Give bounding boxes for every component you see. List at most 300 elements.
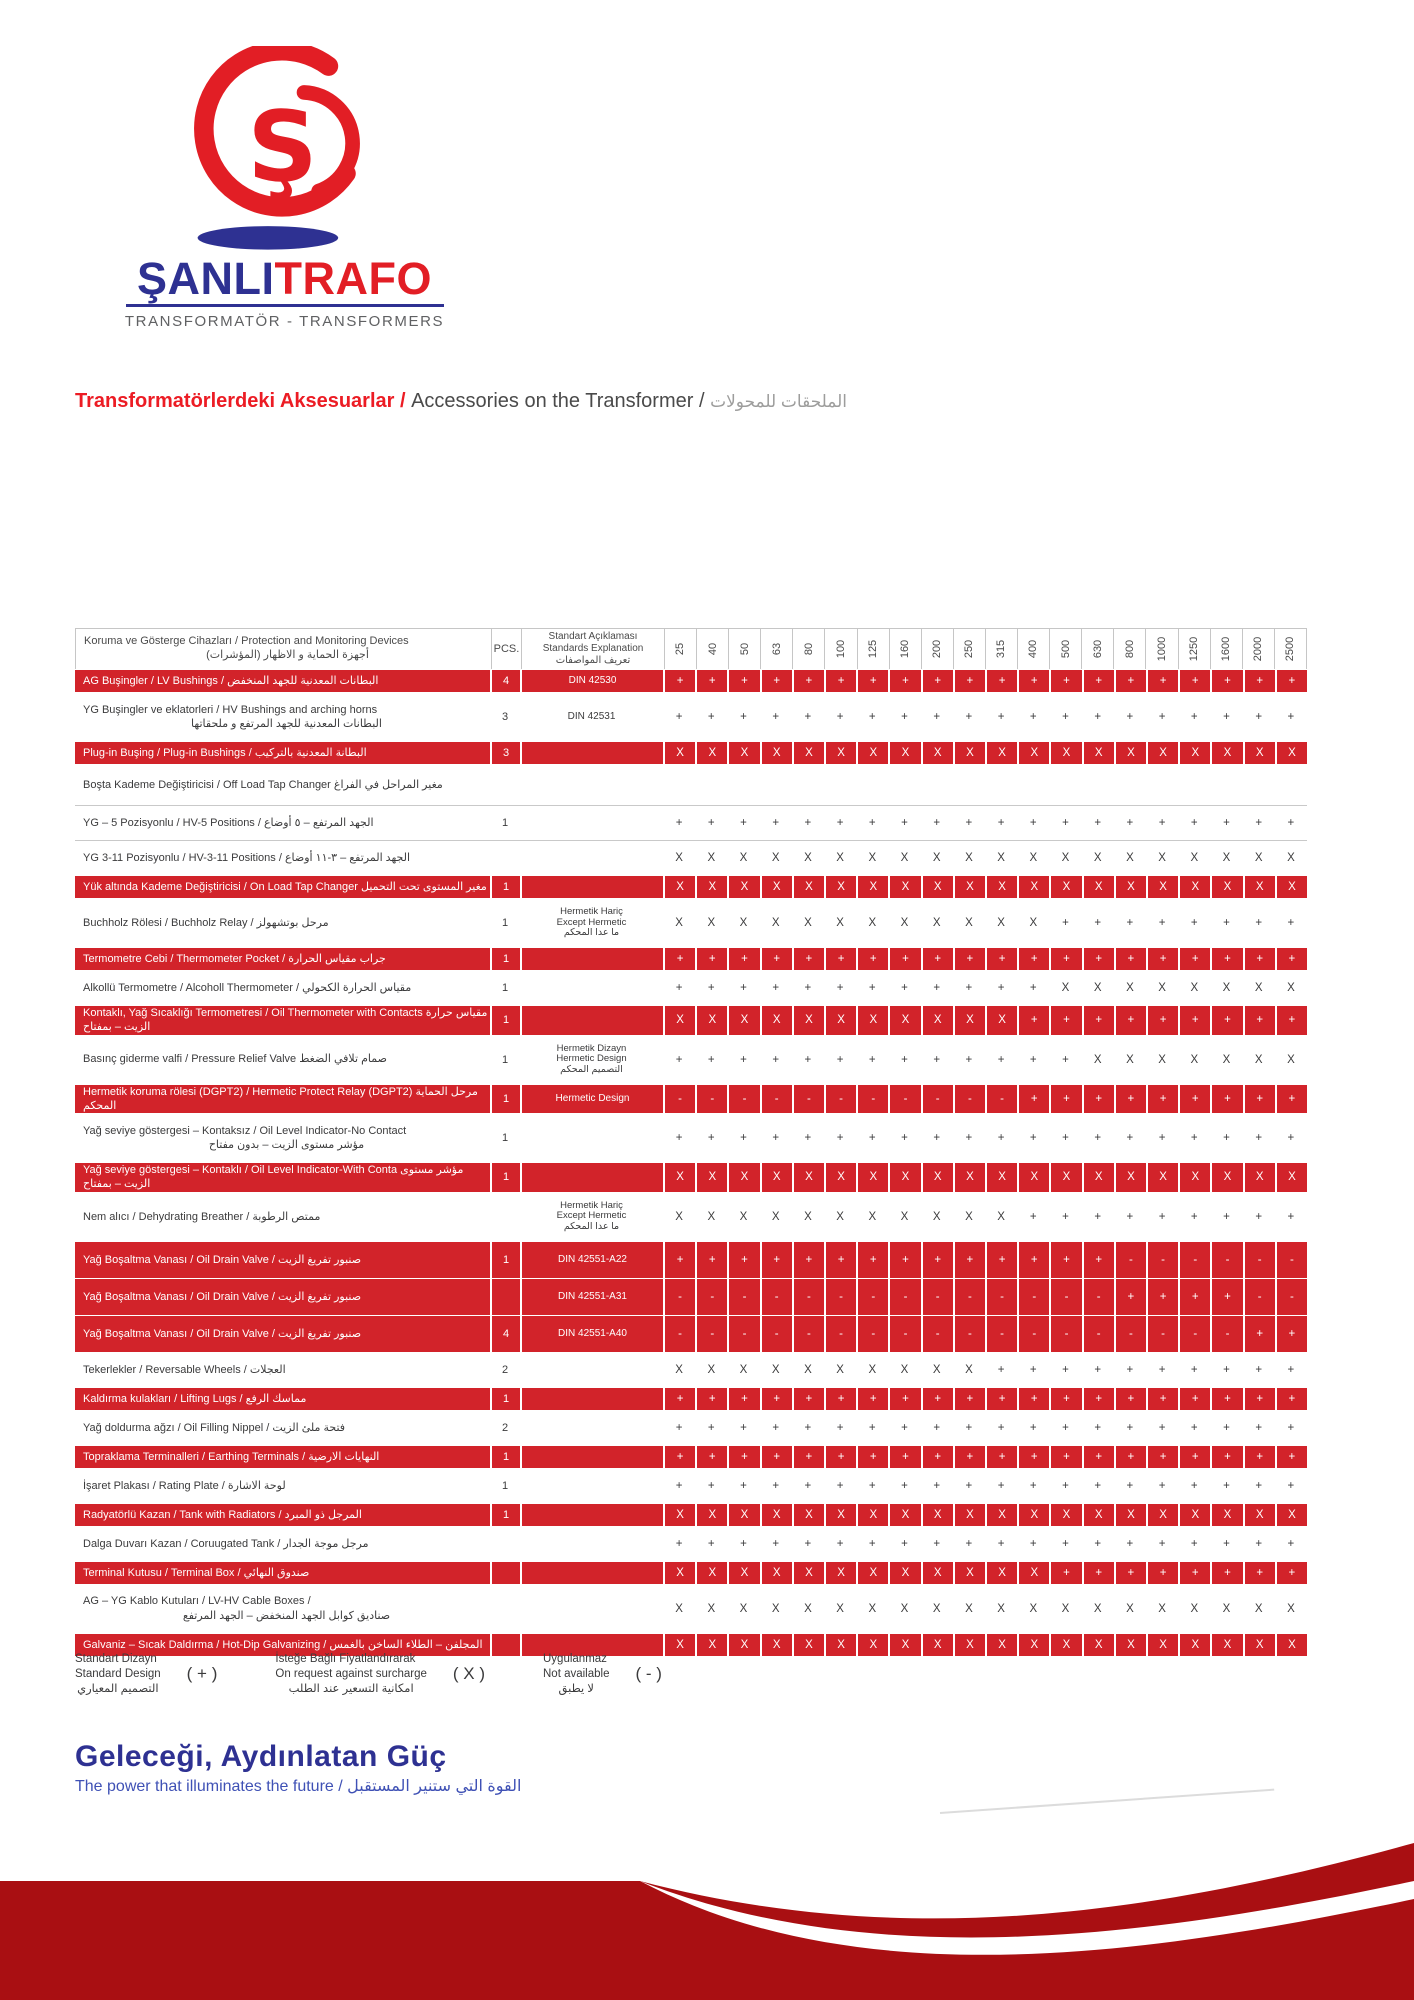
value-cell: X xyxy=(1061,852,1070,864)
table-row xyxy=(75,742,1307,764)
value-cell: + xyxy=(965,711,973,723)
value-cell: + xyxy=(1178,1006,1210,1035)
value-cell: X xyxy=(888,876,920,898)
value-cell: X xyxy=(760,1634,792,1656)
row-standard: DIN 42551-A31 xyxy=(520,1279,663,1315)
value-cell: X xyxy=(868,1210,877,1223)
value-cell: + xyxy=(868,1537,876,1550)
value-cell: - xyxy=(953,1085,985,1114)
value-cell: X xyxy=(663,1163,695,1192)
value-cell: + xyxy=(1190,1421,1198,1434)
row-standard: DIN 42531 xyxy=(567,711,616,723)
row-standard xyxy=(520,1353,663,1387)
value-cell: X xyxy=(997,917,1005,929)
value-cell: + xyxy=(1223,1537,1230,1550)
value-cell: - xyxy=(1178,1316,1210,1352)
row-label: Yük altında Kademe Değiştiricisi / On Load Tap Changer مغير المستوى تحت التحميل xyxy=(75,876,490,898)
value-cell: + xyxy=(933,711,941,723)
section-filler xyxy=(490,765,1307,805)
value-cell: + xyxy=(1287,1210,1295,1223)
value-cell: + xyxy=(985,1388,1017,1410)
table-row xyxy=(75,1036,1307,1084)
value-cell: + xyxy=(868,1053,876,1066)
value-cell: - xyxy=(760,1316,792,1352)
value-cell: X xyxy=(675,1602,683,1615)
value-cell: X xyxy=(727,1006,759,1035)
value-cell: - xyxy=(695,1316,727,1352)
value-cell: + xyxy=(804,982,812,994)
value-cell: X xyxy=(856,876,888,898)
row-pcs: 1 xyxy=(501,982,509,994)
value-cell: + xyxy=(1114,670,1146,692)
value-cell: + xyxy=(1126,1132,1134,1145)
value-cell: X xyxy=(953,1504,985,1526)
table-row xyxy=(75,899,1307,947)
value-cell: + xyxy=(836,711,844,723)
value-cell: + xyxy=(740,1421,747,1434)
value-cell: X xyxy=(804,1363,812,1376)
value-cell: X xyxy=(1061,982,1070,994)
value-cell: + xyxy=(1190,711,1198,723)
value-cell: + xyxy=(1029,1210,1037,1223)
row-label: Termometre Cebi / Thermometer Pocket / جراب مقياس الحرارة xyxy=(75,948,490,970)
value-cell: + xyxy=(760,1446,792,1468)
value-cell: + xyxy=(1190,917,1198,929)
value-cell: X xyxy=(1049,1163,1081,1192)
value-cell: + xyxy=(1287,817,1295,829)
value-cell: + xyxy=(1082,1085,1114,1114)
value-cell: + xyxy=(740,711,747,723)
header-kva-cell: 1250 xyxy=(1178,629,1210,669)
value-cell: + xyxy=(1082,948,1114,970)
value-cell: + xyxy=(824,1388,856,1410)
value-cell: + xyxy=(740,817,747,829)
value-cell: X xyxy=(836,852,844,864)
value-cell: X xyxy=(824,1163,856,1192)
value-cell: X xyxy=(1049,1504,1081,1526)
value-cell: + xyxy=(1114,1388,1146,1410)
row-standard: Hermetik Hariç Except Hermetic ما عدا المحكم xyxy=(556,1199,627,1233)
value-cell: X xyxy=(792,1504,824,1526)
value-cell: X xyxy=(1222,982,1231,994)
row-label: Yağ Boşaltma Vanası / Oil Drain Valve / صنبور تفريغ الزيت xyxy=(75,1242,490,1278)
row-pcs: 1 xyxy=(490,1006,520,1035)
value-cell: + xyxy=(740,1132,747,1145)
value-cell: - xyxy=(1082,1279,1114,1315)
row-label: Yağ seviye göstergesi – Kontaksız / Oil Level Indicator-No Contact مؤشر مستوى الزيت – بدون مفتاح xyxy=(83,1124,407,1152)
value-cell: X xyxy=(1082,1634,1114,1656)
value-cell: + xyxy=(1126,1421,1134,1434)
value-cell: + xyxy=(792,1242,824,1278)
value-cell: + xyxy=(933,1132,941,1145)
row-pcs: 4 xyxy=(490,1316,520,1352)
value-cell: X xyxy=(1210,1504,1242,1526)
value-cell: + xyxy=(1190,1537,1198,1550)
value-cell: + xyxy=(675,1053,683,1066)
value-cell: + xyxy=(727,1446,759,1468)
value-cell: + xyxy=(1029,1363,1037,1376)
value-cell: + xyxy=(1178,1446,1210,1468)
value-cell: + xyxy=(1287,1132,1295,1145)
value-cell: + xyxy=(1158,1421,1166,1434)
value-cell: X xyxy=(1029,1602,1038,1615)
value-cell: X xyxy=(1158,982,1166,994)
value-cell: + xyxy=(727,1242,759,1278)
row-standard xyxy=(520,1163,663,1192)
row-pcs: 1 xyxy=(490,1446,520,1468)
value-cell: X xyxy=(727,1504,759,1526)
value-cell: + xyxy=(1049,1006,1081,1035)
row-pcs xyxy=(490,841,520,875)
value-cell: + xyxy=(985,1446,1017,1468)
legend-item-standard xyxy=(75,1652,275,1697)
value-cell: X xyxy=(707,1363,716,1376)
value-cell: - xyxy=(792,1316,824,1352)
value-cell: + xyxy=(792,670,824,692)
value-cell: + xyxy=(663,670,695,692)
value-cell: X xyxy=(675,1363,683,1376)
value-cell: X xyxy=(824,876,856,898)
row-standard xyxy=(520,1527,663,1561)
value-cell: + xyxy=(1029,1537,1037,1550)
value-cell: + xyxy=(1223,1421,1230,1434)
value-cell: + xyxy=(965,817,973,829)
value-cell: X xyxy=(900,852,909,864)
value-cell: + xyxy=(997,1132,1005,1145)
value-cell: X xyxy=(985,1163,1017,1192)
value-cell: X xyxy=(760,742,792,764)
value-cell: + xyxy=(1146,948,1178,970)
table-row xyxy=(75,841,1307,875)
value-cell: - xyxy=(760,1085,792,1114)
value-cell: + xyxy=(1062,817,1069,829)
value-cell: + xyxy=(836,1053,844,1066)
header-kva-cell: 50 xyxy=(728,629,760,669)
value-cell: + xyxy=(1114,1446,1146,1468)
value-cell: X xyxy=(1114,1634,1146,1656)
value-cell: X xyxy=(985,1006,1017,1035)
row-pcs: 1 xyxy=(501,1132,509,1145)
value-cell: + xyxy=(836,1421,844,1434)
value-cell: - xyxy=(1146,1316,1178,1352)
value-cell: + xyxy=(856,1388,888,1410)
value-cell: + xyxy=(1029,1053,1037,1066)
row-standard xyxy=(520,806,663,840)
value-cell: + xyxy=(1243,1316,1275,1352)
value-cell: X xyxy=(760,1006,792,1035)
row-standard: DIN 42530 xyxy=(520,670,663,692)
value-cell: + xyxy=(772,1132,780,1145)
value-cell: + xyxy=(1126,1537,1134,1550)
value-cell: + xyxy=(1275,1446,1307,1468)
header-kva-cell: 100 xyxy=(824,629,856,669)
value-cell: + xyxy=(772,1537,780,1550)
value-cell: X xyxy=(739,1602,748,1615)
value-cell: X xyxy=(1210,1634,1242,1656)
value-cell: - xyxy=(1146,1242,1178,1278)
value-cell: X xyxy=(1243,1634,1275,1656)
value-cell: + xyxy=(856,1446,888,1468)
value-cell: + xyxy=(1017,1388,1049,1410)
table-row xyxy=(75,948,1307,970)
legend xyxy=(75,1652,720,1697)
page-title-en: Accessories on the Transformer xyxy=(411,390,694,412)
value-cell: + xyxy=(856,948,888,970)
value-cell: + xyxy=(921,1242,953,1278)
value-cell: + xyxy=(1275,1562,1307,1584)
value-cell: X xyxy=(1210,876,1242,898)
value-cell: X xyxy=(1017,1562,1049,1584)
header-kva-cell: 40 xyxy=(696,629,728,669)
value-cell: + xyxy=(1017,1242,1049,1278)
value-cell: + xyxy=(804,1421,812,1434)
value-cell: + xyxy=(1062,711,1069,723)
value-cell: + xyxy=(740,982,747,994)
value-cell: + xyxy=(901,1537,908,1550)
value-cell: + xyxy=(1017,1006,1049,1035)
value-cell: + xyxy=(1082,1242,1114,1278)
value-cell: + xyxy=(868,1479,876,1492)
value-cell: + xyxy=(1158,1210,1166,1223)
value-cell: - xyxy=(953,1279,985,1315)
value-cell: X xyxy=(760,1562,792,1584)
value-cell: + xyxy=(772,982,780,994)
value-cell: + xyxy=(1243,1388,1275,1410)
value-cell: X xyxy=(1082,742,1114,764)
table-row xyxy=(75,1388,1307,1410)
row-label: Yağ Boşaltma Vanası / Oil Drain Valve / صنبور تفريغ الزيت xyxy=(75,1316,490,1352)
value-cell: X xyxy=(1146,1163,1178,1192)
value-cell: X xyxy=(921,1504,953,1526)
value-cell: + xyxy=(965,1053,973,1066)
value-cell: X xyxy=(953,1634,985,1656)
value-cell: + xyxy=(740,1537,747,1550)
row-pcs: 1 xyxy=(490,1242,520,1278)
value-cell: X xyxy=(1146,1634,1178,1656)
value-cell: X xyxy=(1243,742,1275,764)
row-label: İşaret Plakası / Rating Plate / لوحة الاشارة xyxy=(83,1479,286,1492)
row-label: Kaldırma kulakları / Lifting Lugs / مماسك الرفع xyxy=(75,1388,490,1410)
value-cell: - xyxy=(921,1085,953,1114)
value-cell: X xyxy=(1190,982,1199,994)
value-cell: X xyxy=(707,1602,716,1615)
value-cell: X xyxy=(1114,876,1146,898)
value-cell: - xyxy=(888,1085,920,1114)
header-kva-cell: 2000 xyxy=(1242,629,1274,669)
table-row xyxy=(75,1504,1307,1526)
value-cell: + xyxy=(824,670,856,692)
value-cell: + xyxy=(836,1537,844,1550)
header-kva-cell: 25 xyxy=(664,629,696,669)
value-cell: + xyxy=(1062,1479,1069,1492)
value-cell: X xyxy=(868,1363,877,1376)
value-cell: X xyxy=(1243,1504,1275,1526)
value-cell: X xyxy=(932,917,941,929)
row-label: AG Buşingler / LV Bushings / البطانات المعدنية للجهد المنخفض xyxy=(75,670,490,692)
header-standard-cell: Standart Açıklaması Standards Explanation تعريف المواصفات xyxy=(521,629,664,669)
value-cell: - xyxy=(888,1279,920,1315)
value-cell: X xyxy=(985,1562,1017,1584)
value-cell: + xyxy=(997,982,1005,994)
value-cell: - xyxy=(856,1085,888,1114)
value-cell: + xyxy=(772,711,780,723)
value-cell: + xyxy=(868,1421,876,1434)
value-cell: X xyxy=(1158,852,1166,864)
value-cell: + xyxy=(1255,1210,1263,1223)
value-cell: X xyxy=(1093,1053,1102,1066)
value-cell: + xyxy=(1049,1562,1081,1584)
value-cell: X xyxy=(953,876,985,898)
value-cell: X xyxy=(1254,982,1263,994)
value-cell: X xyxy=(921,1562,953,1584)
row-pcs: 2 xyxy=(501,1363,509,1376)
value-cell: - xyxy=(727,1279,759,1315)
value-cell: + xyxy=(901,1421,908,1434)
row-pcs: 1 xyxy=(490,948,520,970)
value-cell: + xyxy=(707,1132,715,1145)
value-cell: - xyxy=(921,1316,953,1352)
value-cell: X xyxy=(1049,876,1081,898)
table-row xyxy=(75,1114,1307,1162)
value-cell: + xyxy=(1178,948,1210,970)
row-pcs: 3 xyxy=(490,742,520,764)
value-cell: X xyxy=(1222,1053,1231,1066)
table-row xyxy=(75,806,1307,841)
value-cell: X xyxy=(1093,982,1102,994)
value-cell: + xyxy=(985,670,1017,692)
value-cell: + xyxy=(1094,817,1102,829)
value-cell: + xyxy=(933,1537,941,1550)
value-cell: + xyxy=(1049,1388,1081,1410)
table-row xyxy=(75,1353,1307,1387)
value-cell: X xyxy=(1287,982,1295,994)
table-row xyxy=(75,1316,1307,1352)
value-cell: + xyxy=(1255,711,1263,723)
value-cell: + xyxy=(1190,1479,1198,1492)
legend-standard-en: Standard Design xyxy=(75,1667,161,1680)
value-cell: - xyxy=(727,1085,759,1114)
value-cell: + xyxy=(1062,1363,1069,1376)
value-cell: + xyxy=(1029,1132,1037,1145)
value-cell: + xyxy=(675,1132,683,1145)
value-cell: X xyxy=(1287,852,1295,864)
value-cell: - xyxy=(985,1085,1017,1114)
value-cell: X xyxy=(1210,1163,1242,1192)
value-cell: + xyxy=(888,1388,920,1410)
row-label: Yağ seviye göstergesi – Kontaklı / Oil Level Indicator-With Conta مؤشر مستوى الزيت – بمفتاح xyxy=(75,1163,490,1192)
value-cell: + xyxy=(1243,1446,1275,1468)
value-cell: X xyxy=(932,1363,941,1376)
table-row xyxy=(75,876,1307,898)
value-cell: - xyxy=(824,1085,856,1114)
value-cell: X xyxy=(985,742,1017,764)
value-cell: + xyxy=(792,1446,824,1468)
value-cell: + xyxy=(933,817,941,829)
value-cell: + xyxy=(1178,670,1210,692)
row-label: Kontaklı, Yağ Sıcaklığı Termometresi / Oil Thermometer with Contacts مقياس حرارة الزيت – بمفتاح xyxy=(75,1006,490,1035)
legend-not-available-en: Not available xyxy=(543,1667,610,1680)
value-cell: + xyxy=(1146,1388,1178,1410)
row-pcs xyxy=(490,1279,520,1315)
value-cell: + xyxy=(1255,1537,1263,1550)
row-label: Alkollü Termometre / Alcoholl Thermometer / مقياس الحرارة الكحولي xyxy=(83,981,412,994)
value-cell: - xyxy=(1210,1242,1242,1278)
value-cell: X xyxy=(965,1210,973,1223)
value-cell: X xyxy=(1017,1634,1049,1656)
value-cell: + xyxy=(1082,1562,1114,1584)
value-cell: + xyxy=(868,817,876,829)
value-cell: X xyxy=(1146,1504,1178,1526)
value-cell: X xyxy=(1287,1602,1295,1615)
row-label: Boşta Kademe Değiştiricisi / Off Load Tap Changer مغير المراحل في الفراغ xyxy=(83,778,443,791)
value-cell: + xyxy=(1082,1006,1114,1035)
value-cell: X xyxy=(1017,742,1049,764)
value-cell: + xyxy=(888,1242,920,1278)
value-cell: + xyxy=(1275,1085,1307,1114)
value-cell: + xyxy=(888,1446,920,1468)
value-cell: X xyxy=(1082,1504,1114,1526)
row-standard: Hermetik Hariç Except Hermetic ما عدا المحكم xyxy=(556,906,627,939)
table-row xyxy=(75,1163,1307,1192)
row-label: Radyatörlü Kazan / Tank with Radiators / المرجل ذو المبرد xyxy=(75,1504,490,1526)
value-cell: + xyxy=(1146,1562,1178,1584)
value-cell: - xyxy=(695,1279,727,1315)
value-cell: - xyxy=(695,1085,727,1114)
row-standard xyxy=(520,1411,663,1445)
value-cell: + xyxy=(727,670,759,692)
value-cell: X xyxy=(1126,852,1134,864)
value-cell: + xyxy=(953,1388,985,1410)
value-cell: + xyxy=(1243,948,1275,970)
value-cell: X xyxy=(1082,876,1114,898)
value-cell: X xyxy=(760,876,792,898)
value-cell: X xyxy=(771,917,780,929)
row-standard xyxy=(520,1504,663,1526)
value-cell: X xyxy=(888,1504,920,1526)
value-cell: + xyxy=(985,1242,1017,1278)
value-cell: + xyxy=(1017,670,1049,692)
row-label: YG – 5 Pozisyonlu / HV-5 Positions / الجهد المرتفع – ٥ أوضاع xyxy=(83,816,374,829)
accessories-table xyxy=(75,628,1307,1657)
value-cell: + xyxy=(1178,1388,1210,1410)
value-cell: + xyxy=(707,1421,715,1434)
row-label: Nem alıcı / Dehydrating Breather / ممتص الرطوبة xyxy=(83,1210,321,1223)
header-kva-cell: 250 xyxy=(953,629,985,669)
value-cell: + xyxy=(1287,917,1295,929)
value-cell: X xyxy=(932,1210,941,1223)
row-pcs xyxy=(490,1585,520,1633)
value-cell: - xyxy=(985,1279,1017,1315)
value-cell: X xyxy=(695,1006,727,1035)
value-cell: X xyxy=(888,1163,920,1192)
value-cell: + xyxy=(1210,1388,1242,1410)
value-cell: + xyxy=(965,1479,973,1492)
value-cell: X xyxy=(921,1634,953,1656)
value-cell: + xyxy=(1158,817,1166,829)
row-pcs xyxy=(490,1193,520,1241)
value-cell: + xyxy=(1094,1210,1102,1223)
value-cell: - xyxy=(1114,1316,1146,1352)
value-cell: + xyxy=(1062,1132,1069,1145)
value-cell: X xyxy=(900,1210,909,1223)
value-cell: X xyxy=(1243,876,1275,898)
value-cell: + xyxy=(1190,817,1198,829)
value-cell: + xyxy=(760,1388,792,1410)
value-cell: X xyxy=(888,742,920,764)
value-cell: + xyxy=(1255,1479,1263,1492)
value-cell: + xyxy=(1243,670,1275,692)
value-cell: X xyxy=(965,1602,973,1615)
